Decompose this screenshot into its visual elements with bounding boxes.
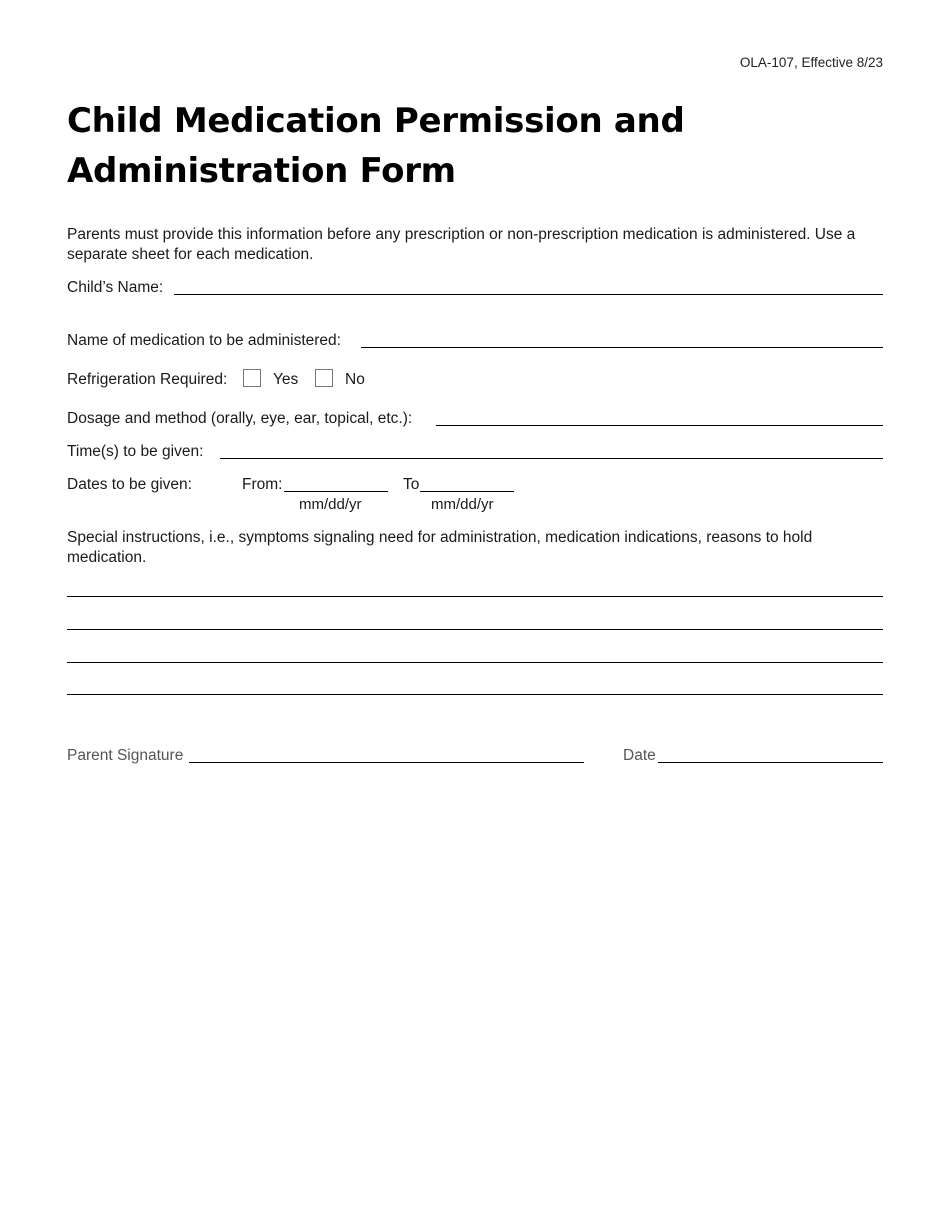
times-field[interactable] <box>220 458 883 459</box>
dosage-label: Dosage and method (orally, eye, ear, topical, etc.): <box>67 410 413 427</box>
dates-label: Dates to be given: <box>67 476 192 493</box>
refrigeration-no-checkbox[interactable] <box>315 369 333 387</box>
to-label: To <box>403 476 420 493</box>
medication-label: Name of medication to be administered: <box>67 332 341 349</box>
parent-signature-label: Parent Signature <box>67 747 184 764</box>
form-id: OLA-107, Effective 8/23 <box>739 55 883 70</box>
child-name-field[interactable] <box>174 294 883 295</box>
title-line-1: Child Medication Permission and <box>67 101 685 141</box>
from-date-hint: mm/dd/yr <box>299 496 362 513</box>
special-instructions-label: Special instructions, i.e., symptoms signaling need for administration, medication indications, reasons to hold medication. <box>67 529 813 566</box>
to-date-field[interactable] <box>420 491 514 492</box>
no-label: No <box>345 371 365 388</box>
instructions-line-3[interactable] <box>67 662 883 663</box>
times-label: Time(s) to be given: <box>67 443 204 460</box>
date-label: Date <box>623 747 656 764</box>
instructions-line-4[interactable] <box>67 694 883 695</box>
parent-signature-field[interactable] <box>189 762 584 763</box>
from-date-field[interactable] <box>284 491 388 492</box>
page-title <box>67 96 787 196</box>
medication-field[interactable] <box>361 347 883 348</box>
instructions-line-2[interactable] <box>67 629 883 630</box>
from-label: From: <box>242 476 283 493</box>
refrigeration-label: Refrigeration Required: <box>67 371 228 388</box>
instructions-line-1[interactable] <box>67 596 883 597</box>
to-date-hint: mm/dd/yr <box>431 496 494 513</box>
yes-label: Yes <box>273 371 299 388</box>
title-line-2: Administration Form <box>67 151 456 191</box>
child-name-label: Child’s Name: <box>67 279 164 296</box>
intro-text: Parents must provide this information before any prescription or non-prescription medication is administered. Use a separate sheet for each medication. <box>67 226 856 263</box>
dosage-field[interactable] <box>436 425 883 426</box>
signature-date-field[interactable] <box>658 762 883 763</box>
refrigeration-yes-checkbox[interactable] <box>243 369 261 387</box>
